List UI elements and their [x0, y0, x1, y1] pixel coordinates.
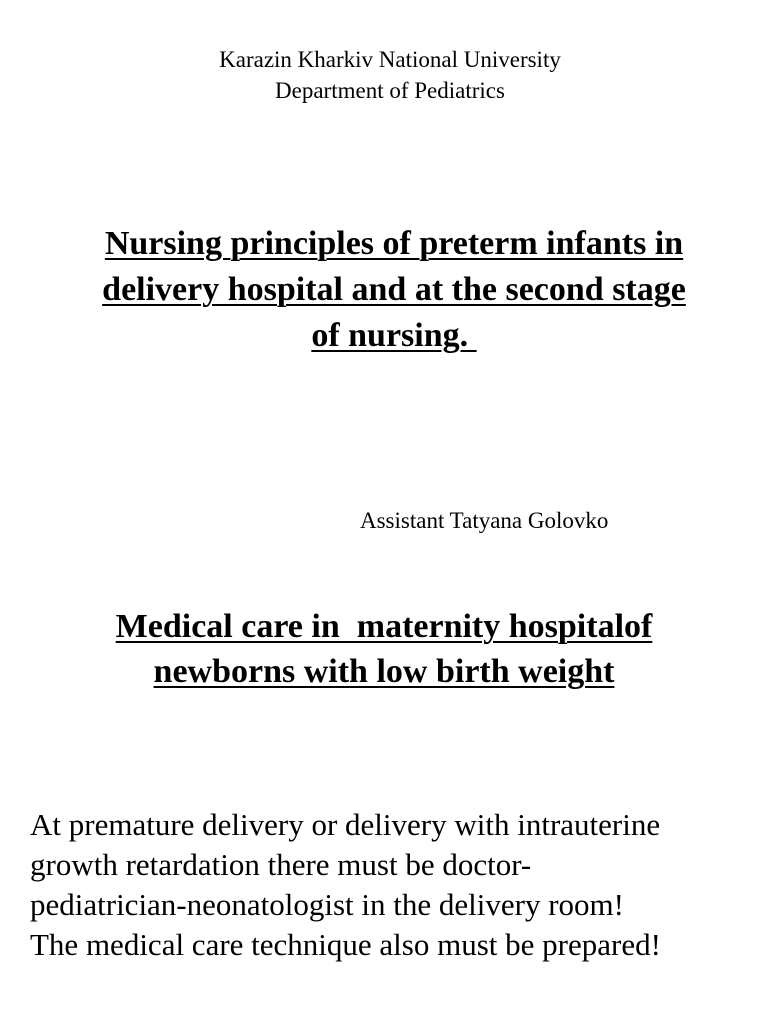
document-header: [6, 44, 768, 106]
title-line-text: of nursing.: [311, 317, 477, 354]
body-line: At premature delivery or delivery with intrauterine: [30, 807, 661, 842]
author-name: Assistant Tatyana Golovko: [360, 508, 609, 533]
heading-line-text: Medical care in maternity hospitalof: [115, 608, 653, 645]
title-line-text: Nursing principles of preterm infants in: [104, 225, 684, 262]
document-title: [10, 221, 768, 359]
body-paragraph: [30, 805, 760, 965]
section-heading: [0, 604, 768, 694]
body-line: growth retardation there must be doctor-: [30, 847, 532, 882]
title-line-text: delivery hospital and at the second stage: [102, 271, 686, 308]
heading-line: [0, 604, 768, 649]
body-line: pediatrician-neonatologist in the delivery room!: [30, 887, 624, 922]
body-line: The medical care technique also must be prepared!: [30, 927, 661, 962]
heading-line-text: newborns with low birth weight: [153, 653, 615, 690]
university-name: Karazin Kharkiv National University: [219, 47, 561, 72]
title-line: [10, 221, 768, 267]
title-line: [10, 313, 768, 359]
department-name: Department of Pediatrics: [275, 78, 505, 103]
heading-line: [0, 649, 768, 694]
title-line: [10, 267, 768, 313]
